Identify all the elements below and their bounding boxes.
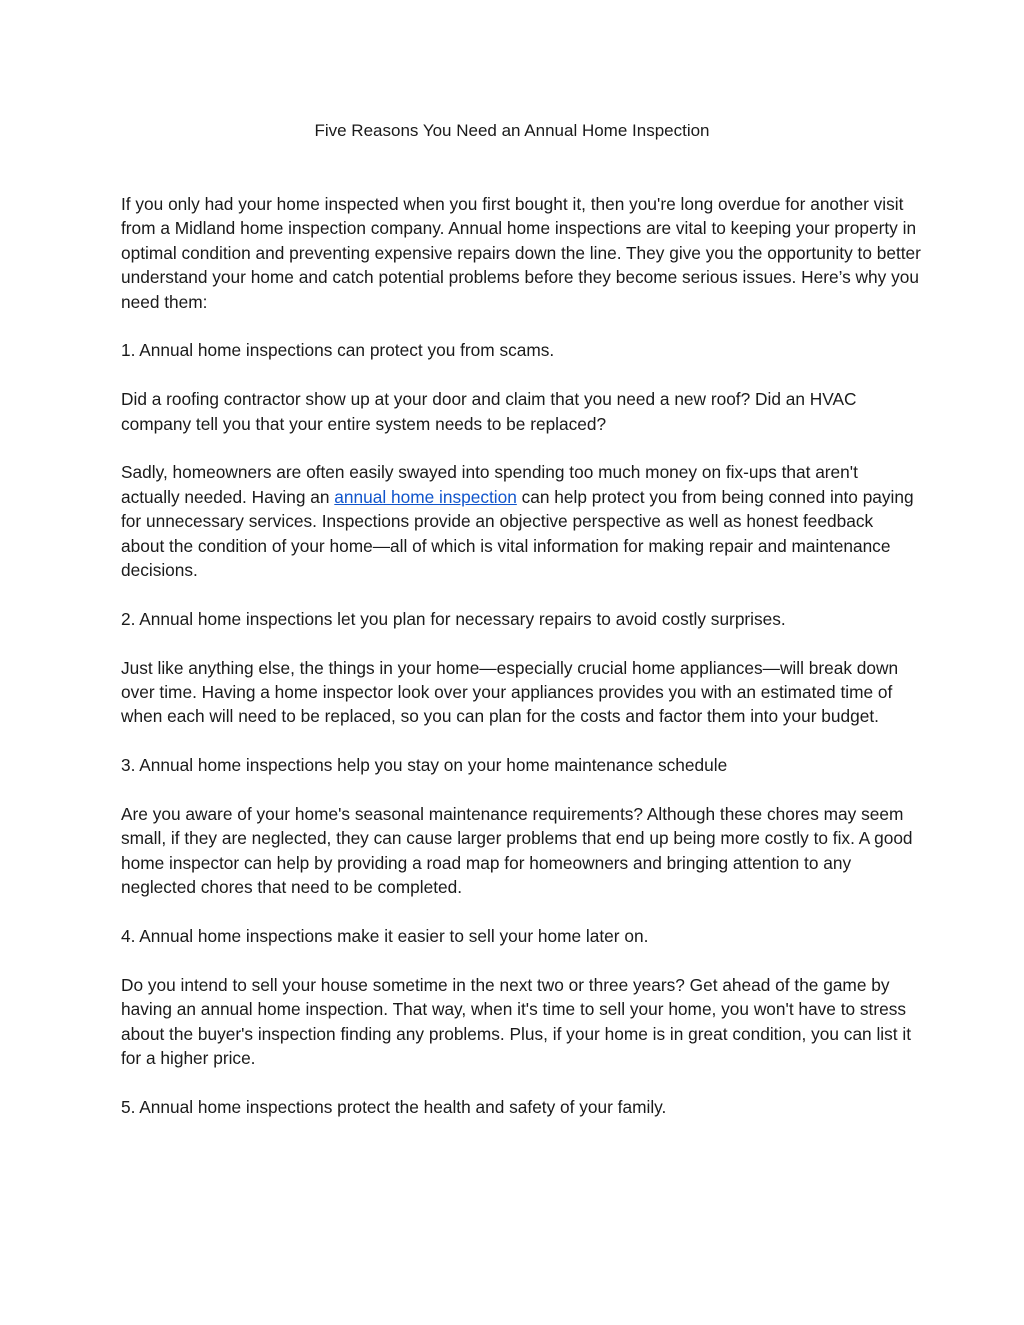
section-1-paragraph-2-after-link: can help protect you from being conned into paying for unnecessary services. Inspections provide an objective perspective as well as honest feedback about the condition of your home—all of which is vital information for making repair and maintenance decisions. [121, 486, 914, 581]
section-3-heading: 3. Annual home inspections help you stay on your home maintenance schedule [121, 755, 728, 776]
section-4-heading: 4. Annual home inspections make it easier to sell your home later on. [121, 926, 649, 947]
section-5-heading: 5. Annual home inspections protect the health and safety of your family. [121, 1096, 667, 1117]
section-4-paragraph: Do you intend to sell your house sometime in the next two or three years? Get ahead of the game by having an annual home inspection. That way, when it's time to sell your home, you won't have to stress about the buyer's inspection finding any problems. Plus, if your home is in great condition, you can list it for a higher price. [121, 974, 912, 1069]
section-1-paragraph-1: Did a roofing contractor show up at your door and claim that you need a new roof? Did an HVAC company tell you that your entire system needs to be replaced? [121, 389, 857, 434]
annual-home-inspection-link[interactable]: annual home inspection [334, 486, 517, 507]
intro-paragraph: If you only had your home inspected when you first bought it, then you're long overdue for another visit from a Midland home inspection company. Annual home inspections are vital to keeping your property in optimal condition and preventing expensive repairs down the line. They give you the opportunity to better understand your home and catch potential problems before they become serious issues. Here’s why you need them: [121, 194, 921, 312]
section-1-paragraph-2-before-link: Sadly, homeowners are often easily swayed into spending too much money on fix-ups that aren't actually needed. Having an [121, 462, 858, 507]
section-2-heading: 2. Annual home inspections let you plan for necessary repairs to avoid costly surprises. [121, 608, 786, 629]
document-body [121, 192, 921, 1144]
section-2-paragraph: Just like anything else, the things in your home—especially crucial home appliances—will break down over time. Having a home inspector look over your appliances provides you with an estimated time of when each will need to be replaced, so you can plan for the costs and factor them into your budget. [121, 657, 899, 727]
document-title: Five Reasons You Need an Annual Home Inspection [314, 121, 710, 140]
section-1-heading: 1. Annual home inspections can protect you from scams. [121, 340, 555, 361]
section-1-paragraph-2 [121, 460, 921, 582]
section-3-paragraph: Are you aware of your home's seasonal maintenance requirements? Although these chores may seem small, if they are neglected, they can cause larger problems that end up being more costly to fix. A good home inspector can help by providing a road map for homeowners and bringing attention to any neglected chores that need to be completed. [121, 804, 913, 898]
